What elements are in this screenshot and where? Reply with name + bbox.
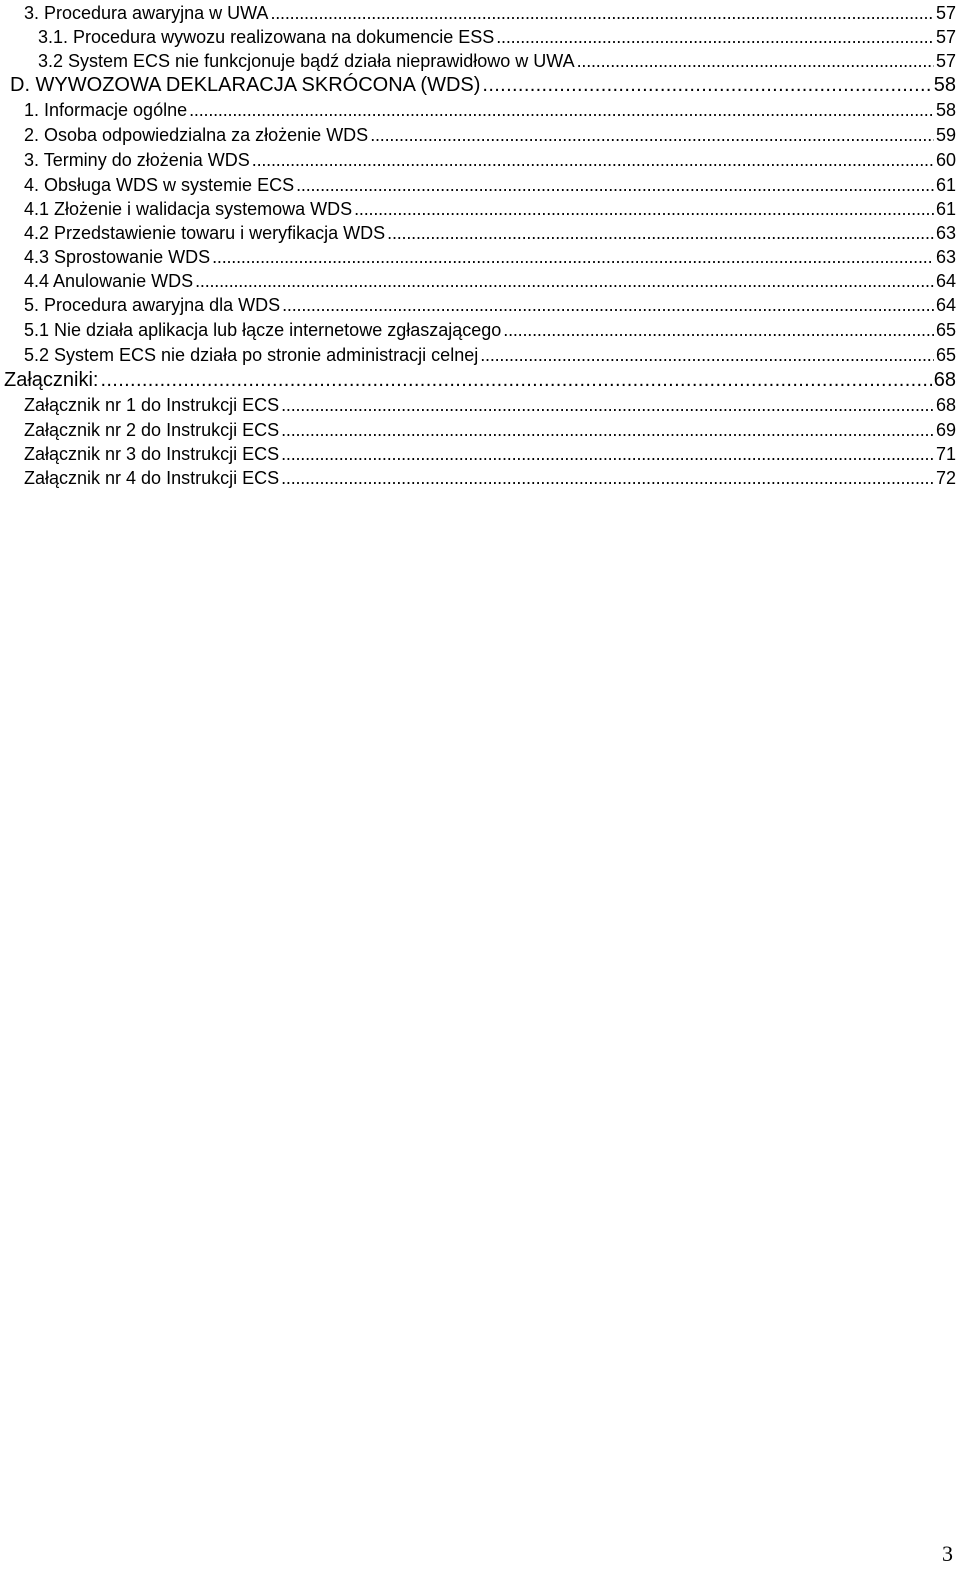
toc-entry-page: 57 <box>935 3 956 23</box>
toc-entry[interactable] <box>24 442 956 466</box>
toc-entry-label: Załącznik nr 4 do Instrukcji ECS <box>24 468 280 488</box>
toc-entry[interactable] <box>24 98 956 122</box>
toc-entry-label: 4. Obsługa WDS w systemie ECS <box>24 175 295 195</box>
toc-leader-dots <box>270 1 934 25</box>
toc-leader-dots <box>482 73 931 97</box>
toc-entry[interactable] <box>24 173 956 197</box>
toc-entry-page: 60 <box>935 150 956 170</box>
toc-leader-dots <box>354 197 934 221</box>
toc-entry[interactable] <box>24 1 956 25</box>
toc-entry-label: 4.4 Anulowanie WDS <box>24 271 194 291</box>
toc-entry-label: Załącznik nr 3 do Instrukcji ECS <box>24 444 280 464</box>
toc-entry-page: 61 <box>935 175 956 195</box>
toc-entry-label: Załącznik nr 1 do Instrukcji ECS <box>24 395 280 415</box>
toc-entry[interactable] <box>38 49 956 73</box>
toc-leader-dots <box>503 318 934 342</box>
toc-entry-label: 4.2 Przedstawienie towaru i weryfikacja WDS <box>24 223 386 243</box>
toc-leader-dots <box>577 49 934 73</box>
toc-entry[interactable] <box>24 393 956 417</box>
toc-entry-page: 59 <box>935 125 956 145</box>
toc-leader-dots <box>189 98 934 122</box>
toc-entry[interactable] <box>24 123 956 147</box>
toc-entry-page: 69 <box>935 420 956 440</box>
toc-entry-label: 3. Procedura awaryjna w UWA <box>24 3 269 23</box>
toc-entry[interactable] <box>10 73 956 97</box>
toc-entry-label: 4.1 Złożenie i walidacja systemowa WDS <box>24 199 353 219</box>
toc-entry-page: 58 <box>935 100 956 120</box>
toc-entry-page: 65 <box>935 320 956 340</box>
toc-entry-label: 2. Osoba odpowiedzialna za złożenie WDS <box>24 125 369 145</box>
toc-entry-label: 3.2 System ECS nie funkcjonuje bądź działa nieprawidłowo w UWA <box>38 51 575 71</box>
toc-entry-page: 61 <box>935 199 956 219</box>
toc-entry-label: 5. Procedura awaryjna dla WDS <box>24 295 281 315</box>
toc-leader-dots <box>282 293 934 317</box>
toc-entry-page: 65 <box>935 345 956 365</box>
toc-entry[interactable] <box>24 221 956 245</box>
toc-leader-dots <box>296 173 934 197</box>
toc-leader-dots <box>195 269 934 293</box>
toc-leader-dots <box>100 368 931 392</box>
toc-entry[interactable] <box>24 197 956 221</box>
toc-entry-label: 1. Informacje ogólne <box>24 100 188 120</box>
toc-entry[interactable] <box>24 418 956 442</box>
toc-entry[interactable] <box>38 25 956 49</box>
toc-entry-label: 3.1. Procedura wywozu realizowana na dokumencie ESS <box>38 27 495 47</box>
toc-entry-label: 3. Terminy do złożenia WDS <box>24 150 250 170</box>
toc-leader-dots <box>281 393 934 417</box>
toc-entry-page: 58 <box>933 74 956 96</box>
toc-entry[interactable] <box>24 269 956 293</box>
toc-entry-page: 64 <box>935 295 956 315</box>
toc-entry[interactable] <box>24 318 956 342</box>
toc-entry-page: 63 <box>935 223 956 243</box>
toc-leader-dots <box>480 343 934 367</box>
toc-entry-page: 71 <box>935 444 956 464</box>
toc-leader-dots <box>281 466 934 490</box>
toc-leader-dots <box>387 221 934 245</box>
toc-leader-dots <box>281 442 934 466</box>
toc-entry-page: 57 <box>935 27 956 47</box>
toc-entry-page: 63 <box>935 247 956 267</box>
toc-entry[interactable] <box>24 343 956 367</box>
toc-leader-dots <box>370 123 934 147</box>
toc-entry-label: D. WYWOZOWA DEKLARACJA SKRÓCONA (WDS) <box>10 74 481 96</box>
toc-leader-dots <box>281 418 934 442</box>
toc-leader-dots <box>252 148 934 172</box>
toc-entry-label: 5.2 System ECS nie działa po stronie administracji celnej <box>24 345 479 365</box>
toc-entry[interactable] <box>24 148 956 172</box>
toc-entry-page: 57 <box>935 51 956 71</box>
toc-leader-dots <box>212 245 934 269</box>
page-number: 3 <box>942 1541 953 1566</box>
toc-entry-page: 68 <box>935 395 956 415</box>
toc-entry[interactable] <box>24 466 956 490</box>
toc-entry-label: Załączniki: <box>4 369 99 391</box>
toc-leader-dots <box>496 25 934 49</box>
toc-entry-page: 68 <box>933 369 956 391</box>
toc-entry-page: 72 <box>935 468 956 488</box>
toc-entry-label: 4.3 Sprostowanie WDS <box>24 247 211 267</box>
toc-entry-label: Załącznik nr 2 do Instrukcji ECS <box>24 420 280 440</box>
toc-entry-label: 5.1 Nie działa aplikacja lub łącze internetowe zgłaszającego <box>24 320 502 340</box>
toc-entry[interactable] <box>4 368 956 392</box>
toc-entry[interactable] <box>24 293 956 317</box>
toc-entry-page: 64 <box>935 271 956 291</box>
toc-entry[interactable] <box>24 245 956 269</box>
